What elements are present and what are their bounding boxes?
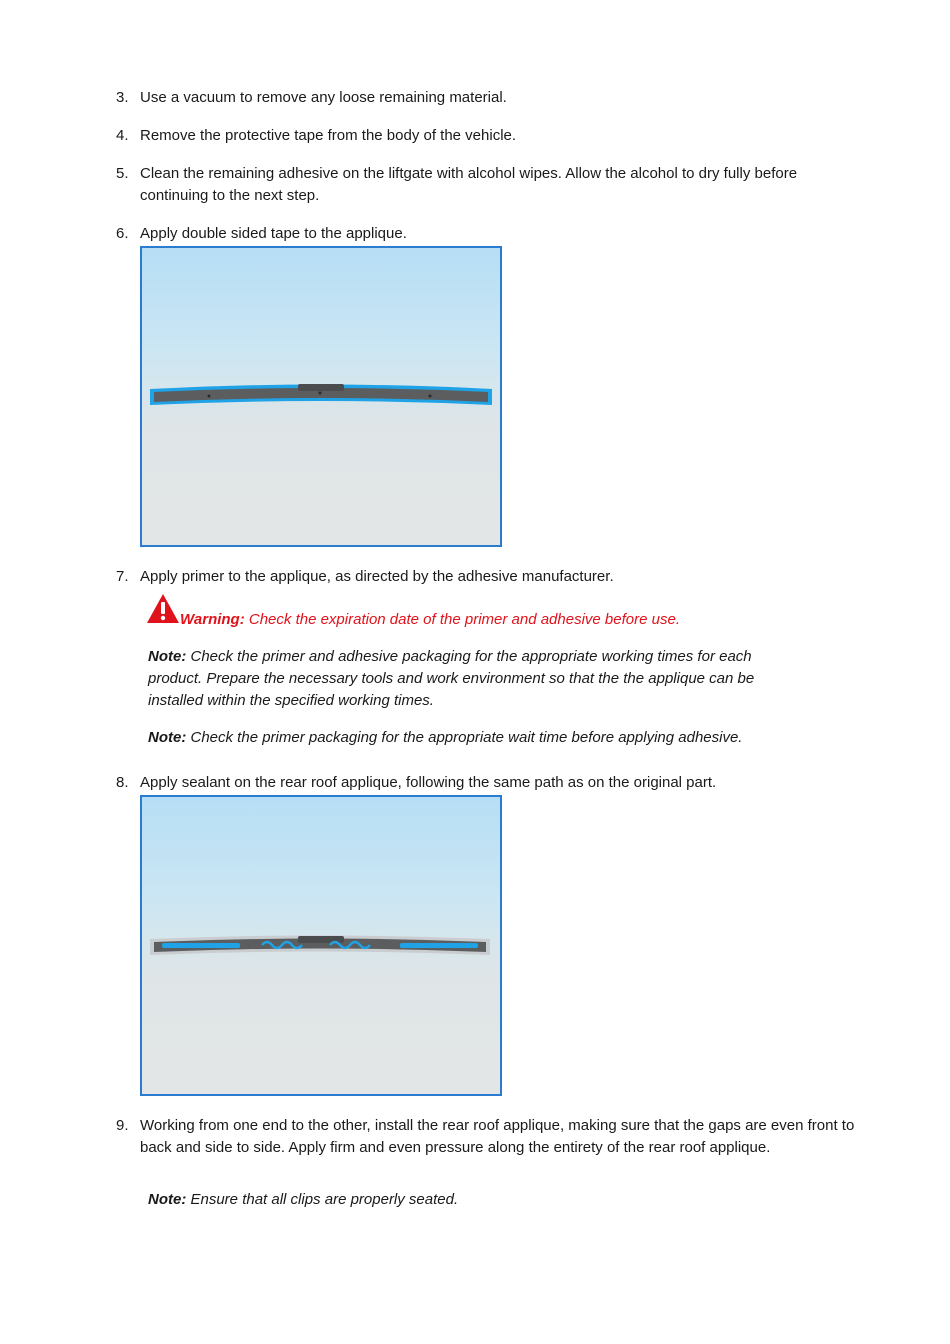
figure-double-sided-tape bbox=[140, 246, 502, 547]
applique-tape-illustration bbox=[142, 248, 502, 547]
warning-callout bbox=[146, 593, 846, 627]
center-clip bbox=[298, 384, 344, 391]
warning-icon bbox=[146, 593, 180, 625]
note-text: Check the primer and adhesive packaging for the appropriate working times for each product. Prepare the necessary tools and work environment so that the the applique can be installed within the specified working times. bbox=[148, 648, 755, 709]
step-text: Apply double sided tape to the applique. bbox=[140, 225, 407, 242]
sealant-bead-right bbox=[400, 943, 478, 948]
clip-hole bbox=[208, 395, 211, 398]
step-number: 9. bbox=[116, 1117, 129, 1134]
note-text: Check the primer packaging for the appropriate wait time before applying adhesive. bbox=[186, 729, 743, 746]
step-number: 3. bbox=[116, 89, 129, 106]
note-clips-seated bbox=[148, 1189, 808, 1211]
clip-hole bbox=[319, 392, 322, 395]
sealant-bead-left bbox=[162, 943, 240, 948]
step-8 bbox=[116, 772, 856, 794]
step-3 bbox=[116, 87, 856, 109]
clip-hole bbox=[429, 395, 432, 398]
step-text: Apply sealant on the rear roof applique, following the same path as on the original part. bbox=[140, 774, 717, 791]
note-label: Note: bbox=[148, 729, 187, 746]
note-label: Note: bbox=[148, 648, 187, 665]
step-7 bbox=[116, 566, 856, 588]
step-number: 7. bbox=[116, 568, 129, 585]
step-text: Use a vacuum to remove any loose remaining material. bbox=[140, 89, 507, 106]
step-5 bbox=[116, 163, 856, 207]
step-number: 5. bbox=[116, 165, 129, 182]
step-6 bbox=[116, 223, 856, 245]
note-working-times bbox=[148, 646, 808, 712]
warning-message: Check the expiration date of the primer and adhesive before use. bbox=[244, 611, 680, 628]
figure-sealant-path bbox=[140, 795, 502, 1096]
note-wait-time bbox=[148, 727, 808, 749]
warning-text bbox=[180, 609, 680, 631]
step-4 bbox=[116, 125, 856, 147]
step-number: 8. bbox=[116, 774, 129, 791]
step-number: 4. bbox=[116, 127, 129, 144]
step-text: Clean the remaining adhesive on the liftgate with alcohol wipes. Allow the alcohol to dry fully before continuing to the next step. bbox=[140, 165, 798, 204]
note-label: Note: bbox=[148, 1191, 187, 1208]
applique-sealant-illustration bbox=[142, 797, 502, 1096]
step-text: Apply primer to the applique, as directed by the adhesive manufacturer. bbox=[140, 568, 614, 585]
step-number: 6. bbox=[116, 225, 129, 242]
step-text: Remove the protective tape from the body of the vehicle. bbox=[140, 127, 517, 144]
note-text: Ensure that all clips are properly seated. bbox=[186, 1191, 459, 1208]
warning-label: Warning: bbox=[180, 611, 245, 628]
step-9 bbox=[116, 1115, 856, 1159]
step-text: Working from one end to the other, install the rear roof applique, making sure that the gaps are even front to back and side to side. Apply firm and even pressure along the entirety of the rear roof applique. bbox=[140, 1117, 855, 1156]
